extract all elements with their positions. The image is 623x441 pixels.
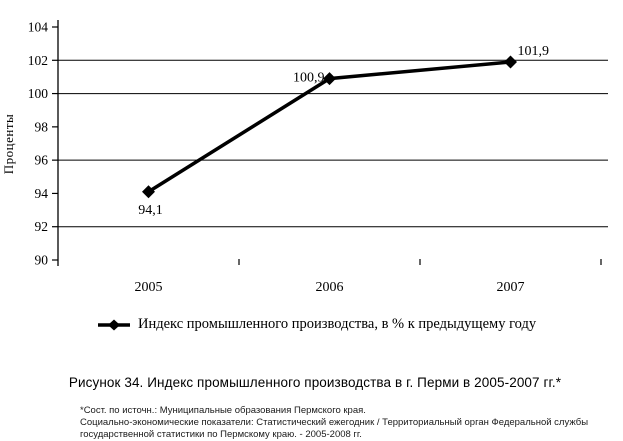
- data-point-label: 100,9: [293, 70, 325, 86]
- y-tick-label: 104: [27, 19, 48, 35]
- y-tick-label: 102: [27, 52, 48, 68]
- y-tick-label: 92: [34, 219, 48, 235]
- source-footnote: [80, 405, 588, 441]
- y-tick-label: 100: [27, 86, 48, 102]
- x-axis-label: 2005: [134, 280, 163, 295]
- figure-caption: Рисунок 34. Индекс промышленного производства в г. Перми в 2005-2007 гг.*: [68, 375, 562, 390]
- data-point-label: 101,9: [517, 43, 549, 59]
- footnote-line-1: *Сост. по источн.: Муниципальные образования Пермского края.: [80, 405, 366, 416]
- y-axis-title: Проценты: [1, 113, 16, 175]
- y-tick-label: 98: [34, 119, 48, 135]
- y-tick-label: 94: [34, 185, 48, 201]
- legend-label: Индекс промышленного производства, в % к предыдущему году: [138, 316, 537, 332]
- y-tick-label: 96: [34, 152, 48, 168]
- data-point-label: 94,1: [138, 202, 163, 218]
- footnote-line-2: Социально-экономические показатели: Статистический ежегодник / Территориальный орган Федеральной службы: [80, 417, 589, 428]
- legend-series-marker-icon: [97, 317, 131, 333]
- x-axis-label: 2007: [496, 280, 525, 295]
- chart-legend: [97, 316, 536, 333]
- x-axis-label: 2006: [315, 280, 344, 295]
- y-tick-label: 90: [34, 252, 48, 268]
- data-point-marker: [504, 55, 517, 68]
- footnote-line-3: государственной статистики по Пермскому краю. - 2005-2008 гг.: [80, 429, 362, 440]
